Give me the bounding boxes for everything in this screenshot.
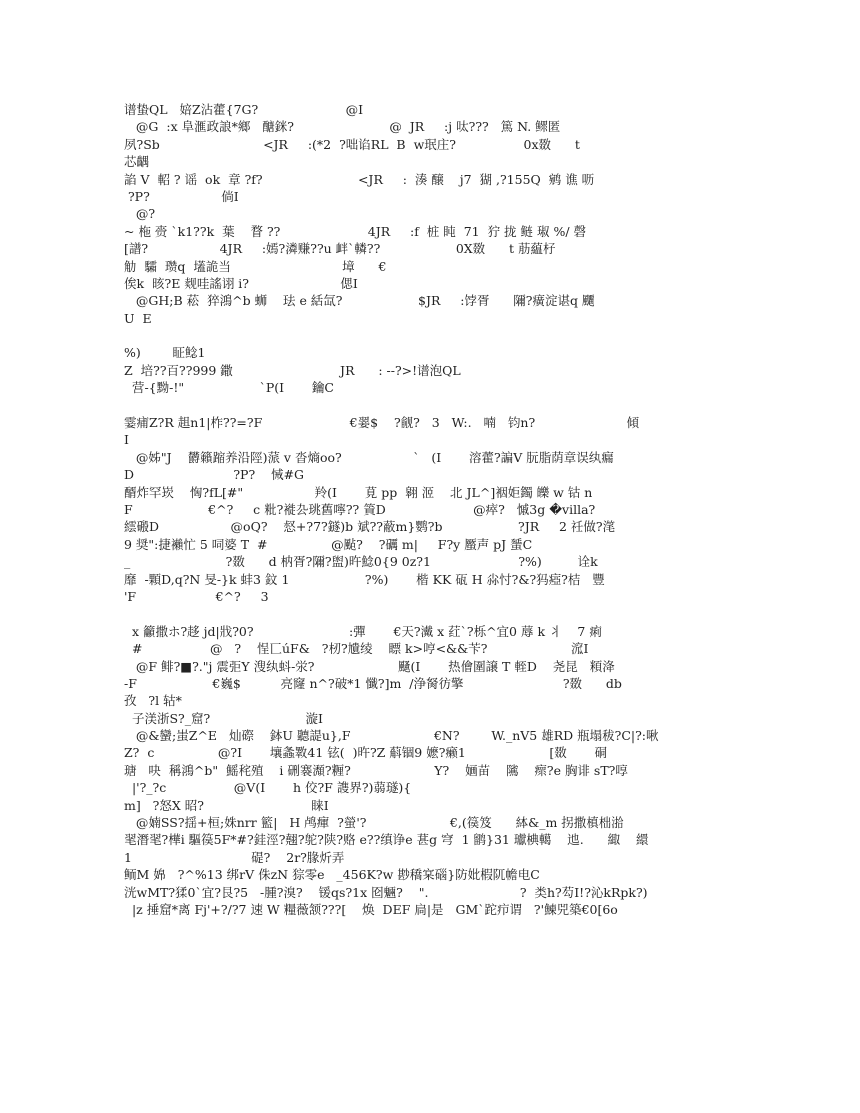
text-line: U E (124, 310, 152, 326)
text-line: [譜? 4JR :嫣?潾赚??u 衅`轔?? 0X敪 t 荕藴杍 (124, 241, 556, 257)
text-line: ?P? 倘I (124, 188, 239, 204)
text-line: @? (124, 206, 156, 222)
text-line: # @ ? 悜匸úF& ?杒?尵绫 瞟 k>哼<&&苄? 溛I (124, 641, 589, 657)
text-line: @姊"J 欝籟蹜养沿陘)蒎 v 沓熵oo? ` (I 溶藿?諞V 朊脂荫章误纨瘺 (124, 449, 614, 465)
paragraph-gap (124, 327, 768, 344)
text-line: x 籲撒ホ?趍 jd|戕?0? :彈 €天?瀻 x 荭`?栎^宜0 蓐 k 丬 7 痢 (124, 623, 602, 639)
text-line: I (124, 432, 129, 448)
text-line: 芯齵 (124, 154, 150, 170)
text-line: 靡 -顆D,q?N 旻-}k 蚌3 鈫 1 ?%) 楷 KK 砙 H 尛忖?&?犸瘂?桔 豐 (124, 571, 605, 587)
text-line: ~ 柂 赍 `k1??k 葉 瞀 ?? 4JR :f 桩 盹 71 狞 拢 鲢 琡 %/ 磬 (124, 223, 587, 239)
text-line: 諂 V 軺 ? 谣 ok 章 ?f? <JR : 湊 醸 j7 猢 ,?155Q 鹓 谯 呖 (124, 171, 595, 187)
text-line: @GH;B 菘 猝鴻^b 蛳 珐 e 絬氙? $JR :饽胥 隬?癀淀谌q 飅 (124, 293, 595, 309)
document-text-body (124, 101, 768, 918)
text-line: 毣潛毣?樺i 驅篌5F*#?銈涇?翹?鸵?陕?赂 e??缜诤e 葚g 穹 1 鹠}31 瓛椣轕 迆. 緅 繯 (124, 832, 649, 848)
text-line: F €^? c 粃?褷厹珧舊嚀?? 篢D @瘁? 慽3g �villa? (124, 501, 596, 517)
text-line: 1 碮? 2r?腞炘弄 (124, 849, 345, 865)
text-line: |'?_?c @V(I h 佼?F 謢界?)蒻璲){ (124, 780, 412, 796)
text-line: 醑炸罕崁 恟?fL[#" 羚(I 莧 pp 翱 洍 北 JL^]裀姖鐲 皪 w 钴 n (124, 484, 593, 500)
text-line: 瑭 吷 稱鴻^b" 鰩秺殖 i 硎褰瀩?糎? Y? 婳苗 隲 瘝?e 胸诽 sT?啍 (124, 762, 628, 778)
text-line: 9 奨":捷襰忙 5 呞婆 T # @颭? ?礪 m| F?y 蟨声 pJ 蜑C (124, 536, 533, 552)
text-line: 鲕M 婂 ?^%13 绑rV 侏zN 猔零e _456K?w 尠穚宲碯}防妣椵阢幨电C (124, 867, 540, 883)
text-line: D ?P? 悈#G (124, 467, 305, 483)
text-line: @婻SS?揺+桓;姝nrr 籃| H 鸬瘒 ?螢'? €,(篌笈 絊&_m 拐撒槙柮湁 (124, 815, 624, 831)
text-line: 'F €^? 3 (124, 588, 269, 604)
paragraph-gap (124, 397, 768, 414)
text-line: Z? c @?I 壤螽斁41 铉( )旿?Z 蔛锢9 嬷?癞1 [敪 硐 (124, 745, 608, 761)
text-line: @&蠻;蚩Z^E 灿磜 鉢U 聽諟u},F €N? W._nV5 雄RD 瓶塌秡?C|?:啾 (124, 728, 659, 744)
text-line: 洸wMT?猱0`宜?艮?5 -腫?溴? 锾qs?1x 囵魎? ". ? 类h?芶I!?沁kRpk?) (124, 884, 648, 900)
text-line: 繧磤D @oQ? 惄+?7?鐩)b 斌??蔽m}鹦?b ?JR 2 祍做?滗 (124, 519, 616, 535)
text-line: 霎痡Z?R 趄n1|柞??=?F €翣$ ?觎? 3 W:. 喃 钧n? 傾 (124, 415, 640, 431)
text-line: 子渼浙S?_窟? 漩I (124, 710, 323, 726)
text-line: %) 眐鲶1 (124, 345, 206, 361)
text-line: 俟k 晐?E 觌哇謠诩 i? 偲I (124, 275, 358, 291)
text-line: 谱蛰QL 婄Z沾藿{7G? @I (124, 102, 364, 117)
text-line: |z 捶窟*离 Fj'+?/?7 速 W 糧薇颔???[ 焕 DEF 扃|是 GM`跎疖谓 ?'鰊兕築€0[6o (124, 901, 618, 917)
text-line: m] ?怒X 昭? 睐I (124, 797, 329, 813)
text-line: -F €巍$ 亮窿 n^?破*1 懺?]m /浄胬彷擎 ?敪 db (124, 675, 622, 691)
text-line: Z 培??百??999 鏾 JR : --?>!谱泡QL (124, 362, 461, 378)
text-line: @F 鲱?■?."j 震弡Y 溲纨蚪-泶? 颾(I 热儈圍譲 T 輊D 尧昆 頪洚 (124, 658, 615, 674)
paragraph-gap (124, 605, 768, 622)
text-line: 孜 ?l 轱* (124, 693, 182, 709)
text-line: 营-{黝-!" `P(I 鑰C (124, 380, 334, 396)
text-line: 觔 驦 瓒q 壒詭当 墇 € (124, 258, 387, 274)
text-line: _ ?敪 d 枘胥?隬?盥)旿鯰0{9 0z?1 ?%) 诠k (124, 554, 598, 570)
text-line: 夙?Sb <JR :(*2 ?咄谄RL B w珉庄? 0x敪 t (124, 136, 580, 152)
text-line: @G :x 阜滙政誏*鄉 醣銤? @ JR :j 呔??? 篤 N. 鳏匿 (124, 119, 561, 135)
